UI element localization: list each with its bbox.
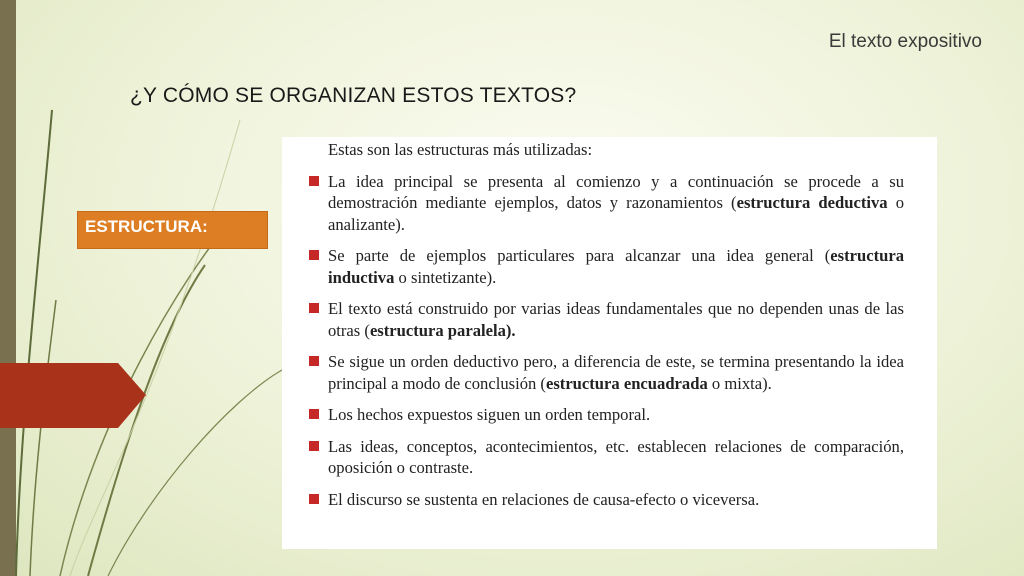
list-item [328, 171, 904, 236]
list-item [328, 436, 904, 479]
structure-list [328, 171, 904, 511]
square-bullet-icon [309, 356, 319, 366]
item-text: Las ideas, conceptos, acontecimientos, etc. establecen relaciones de comparación, oposición o contraste. [328, 436, 904, 477]
item-text-end: o mixta). [707, 373, 772, 393]
item-text: Los hechos expuestos siguen un orden temporal. [328, 405, 651, 424]
square-bullet-icon [309, 441, 319, 451]
square-bullet-icon [309, 303, 319, 313]
item-text-end: o sintetizante). [394, 267, 497, 287]
list-item [328, 351, 904, 394]
item-bold: estructura paralela). [369, 320, 516, 340]
item-text: El discurso se sustenta en relaciones de causa-efecto o viceversa. [328, 489, 760, 509]
square-bullet-icon [309, 176, 319, 186]
item-text: Se parte de ejemplos particulares para alcanzar una idea general ( [328, 246, 831, 265]
content-intro: Estas son las estructuras más utilizadas: [328, 140, 593, 159]
slide-title: ¿Y CÓMO SE ORGANIZAN ESTOS TEXTOS? [130, 84, 577, 107]
item-bold: estructura encuadrada [545, 373, 708, 393]
structure-label-text: ESTRUCTURA: [85, 217, 208, 236]
structure-label [77, 211, 268, 249]
item-text-end: o analizante). [328, 193, 904, 234]
item-text: Se sigue un orden deductivo pero, a diferencia de este, se termina presentando la idea principal a modo de conclusión ( [328, 352, 904, 393]
list-item [328, 245, 904, 288]
item-text: La idea principal se presenta al comienzo y a continuación se procede a su demostración mediante ejemplos, datos y razonamientos ( [328, 171, 904, 212]
square-bullet-icon [309, 494, 319, 504]
list-item [328, 404, 904, 426]
list-item [328, 489, 904, 511]
presentation-header: El texto expositivo [828, 31, 982, 52]
content-panel [282, 137, 937, 549]
square-bullet-icon [309, 409, 319, 419]
item-text: El texto está construido por varias ideas fundamentales que no dependen unas de las otras ( [328, 299, 904, 340]
item-bold: estructura inductiva [328, 246, 904, 287]
red-arrow-shape [0, 363, 146, 428]
item-bold: estructura deductiva [736, 193, 888, 212]
square-bullet-icon [309, 250, 319, 260]
list-item [328, 298, 904, 341]
